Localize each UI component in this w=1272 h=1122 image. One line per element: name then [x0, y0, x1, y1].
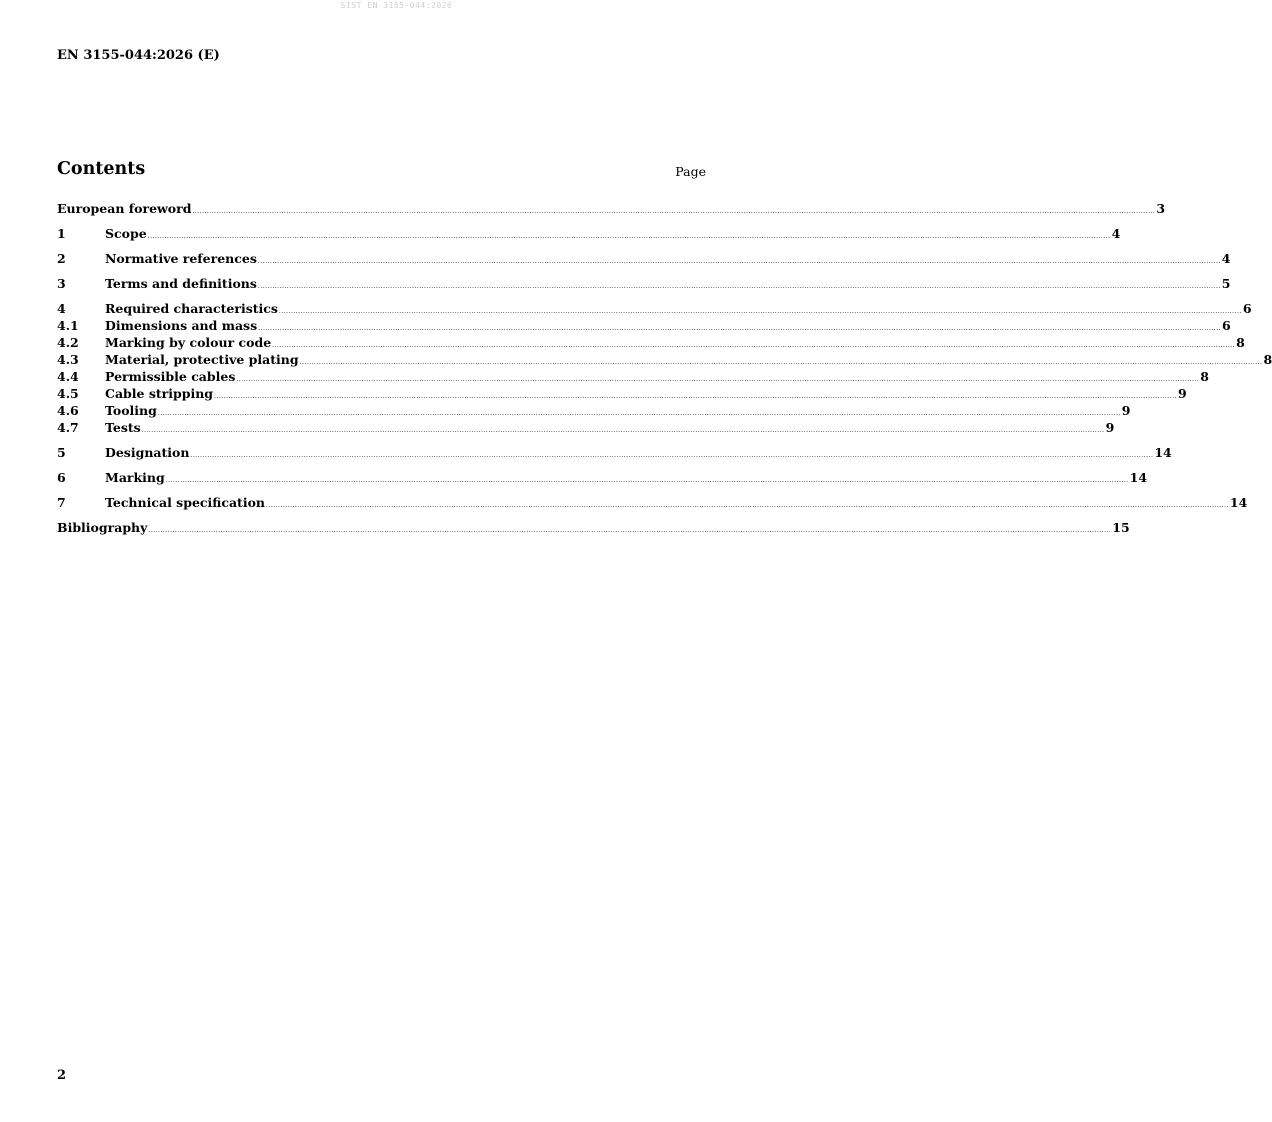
toc-entry-title: Terms and definitions [105, 276, 257, 291]
toc-leader-dots: ................................................................................................................................................................................................................................................................................................................................................................................................................ [147, 233, 1111, 240]
page-number: 2 [57, 1068, 67, 1083]
toc-entry-number: 6 [57, 470, 66, 485]
toc-entry-title: Material, protective plating [105, 352, 299, 367]
toc-entry-page: 9 [1177, 386, 1187, 401]
toc-entry-title: Scope [105, 226, 147, 241]
watermark-text: SIST EN 3155-044:2026 [340, 1, 453, 10]
toc-entry-number: 3 [57, 276, 66, 291]
toc-entry-page: 14 [1129, 470, 1148, 485]
toc-entry[interactable] [57, 334, 1245, 351]
toc-leader-dots: ................................................................................................................................................................................................................................................................................................................................................................................................................ [148, 527, 1112, 534]
toc-leader-dots: ................................................................................................................................................................................................................................................................................................................................................................................................................ [272, 342, 1236, 349]
toc-entry-title: European foreword [57, 201, 192, 216]
toc-entry[interactable] [57, 419, 1115, 436]
toc-entry-page: 8 [1200, 369, 1209, 384]
toc-entry[interactable] [57, 317, 1231, 334]
toc-entry[interactable] [57, 300, 1252, 317]
page-column-label: Page [675, 164, 706, 179]
toc-entry-page: 15 [1112, 520, 1130, 535]
toc-entry-number: 4.6 [57, 403, 79, 418]
toc-entry[interactable] [57, 250, 1231, 267]
toc-entry-number: 7 [57, 495, 66, 510]
toc-entry-title: Normative references [105, 251, 257, 266]
toc-entry-page: 8 [1236, 335, 1245, 350]
toc-entry-number: 2 [57, 251, 66, 266]
toc-leader-dots: ................................................................................................................................................................................................................................................................................................................................................................................................................ [165, 477, 1129, 484]
toc-entry-number: 4.4 [57, 369, 79, 384]
toc-entry[interactable] [57, 402, 1131, 419]
toc-entry-number: 5 [57, 445, 66, 460]
toc-entry-number: 4.3 [57, 352, 79, 367]
toc-entry[interactable] [57, 200, 1166, 217]
toc-entry-page: 4 [1221, 251, 1231, 266]
toc-entry-page: 14 [1229, 495, 1248, 510]
toc-entry-title: Technical specification [105, 495, 266, 510]
toc-leader-dots: ................................................................................................................................................................................................................................................................................................................................................................................................................ [278, 308, 1242, 315]
document-id: EN 3155-044:2026 (E) [57, 48, 220, 63]
toc-entry-title: Marking by colour code [105, 335, 272, 350]
toc-entry[interactable] [57, 225, 1121, 242]
toc-leader-dots: ................................................................................................................................................................................................................................................................................................................................................................................................................ [190, 452, 1154, 459]
toc-entry[interactable] [57, 275, 1231, 292]
toc-entry-title: Required characteristics [105, 301, 278, 316]
toc-entry-title: Permissible cables [105, 369, 236, 384]
toc-entry-page: 8 [1263, 352, 1272, 367]
toc-entry-title: Tests [105, 420, 141, 435]
toc-entry[interactable] [57, 444, 1172, 461]
toc-leader-dots: ................................................................................................................................................................................................................................................................................................................................................................................................................ [299, 359, 1263, 366]
toc-entry-number: 4.2 [57, 335, 79, 350]
toc-entry-title: Designation [105, 445, 190, 460]
contents-heading: Contents [57, 159, 146, 179]
toc-entry-page: 6 [1222, 318, 1231, 333]
toc-leader-dots: ................................................................................................................................................................................................................................................................................................................................................................................................................ [266, 502, 1229, 509]
toc-entry-number: 4.1 [57, 318, 79, 333]
toc-leader-dots: ................................................................................................................................................................................................................................................................................................................................................................................................................ [257, 258, 1221, 265]
toc-entry-number: 4.5 [57, 386, 79, 401]
toc-leader-dots: ................................................................................................................................................................................................................................................................................................................................................................................................................ [257, 283, 1221, 290]
toc-leader-dots: ................................................................................................................................................................................................................................................................................................................................................................................................................ [157, 410, 1121, 417]
toc-entry-title: Dimensions and mass [105, 318, 258, 333]
toc-entry-title: Bibliography [57, 520, 148, 535]
toc-entry-title: Marking [105, 470, 165, 485]
toc-entry-page: 4 [1111, 226, 1121, 241]
toc-entry-page: 5 [1221, 276, 1231, 291]
toc-entry-number: 4.7 [57, 420, 79, 435]
table-of-contents [57, 200, 1272, 536]
toc-entry-number: 1 [57, 226, 66, 241]
toc-leader-dots: ................................................................................................................................................................................................................................................................................................................................................................................................................ [192, 208, 1156, 215]
toc-entry[interactable] [57, 519, 1130, 536]
toc-entry[interactable] [57, 469, 1148, 486]
toc-entry-title: Cable stripping [105, 386, 214, 401]
toc-entry[interactable] [57, 494, 1248, 511]
toc-entry-page: 9 [1105, 420, 1115, 435]
toc-leader-dots: ................................................................................................................................................................................................................................................................................................................................................................................................................ [214, 393, 1177, 400]
toc-entry-page: 14 [1154, 445, 1172, 460]
toc-entry[interactable] [57, 351, 1272, 368]
toc-entry-page: 3 [1156, 201, 1166, 216]
toc-entry-page: 9 [1121, 403, 1131, 418]
toc-leader-dots: ................................................................................................................................................................................................................................................................................................................................................................................................................ [258, 325, 1222, 332]
toc-entry-title: Tooling [105, 403, 157, 418]
toc-leader-dots: ................................................................................................................................................................................................................................................................................................................................................................................................................ [236, 376, 1200, 383]
toc-entry-number: 4 [57, 301, 66, 316]
toc-entry[interactable] [57, 368, 1209, 385]
toc-leader-dots: ................................................................................................................................................................................................................................................................................................................................................................................................................ [141, 427, 1105, 434]
toc-entry-page: 6 [1242, 301, 1252, 316]
toc-entry[interactable] [57, 385, 1187, 402]
